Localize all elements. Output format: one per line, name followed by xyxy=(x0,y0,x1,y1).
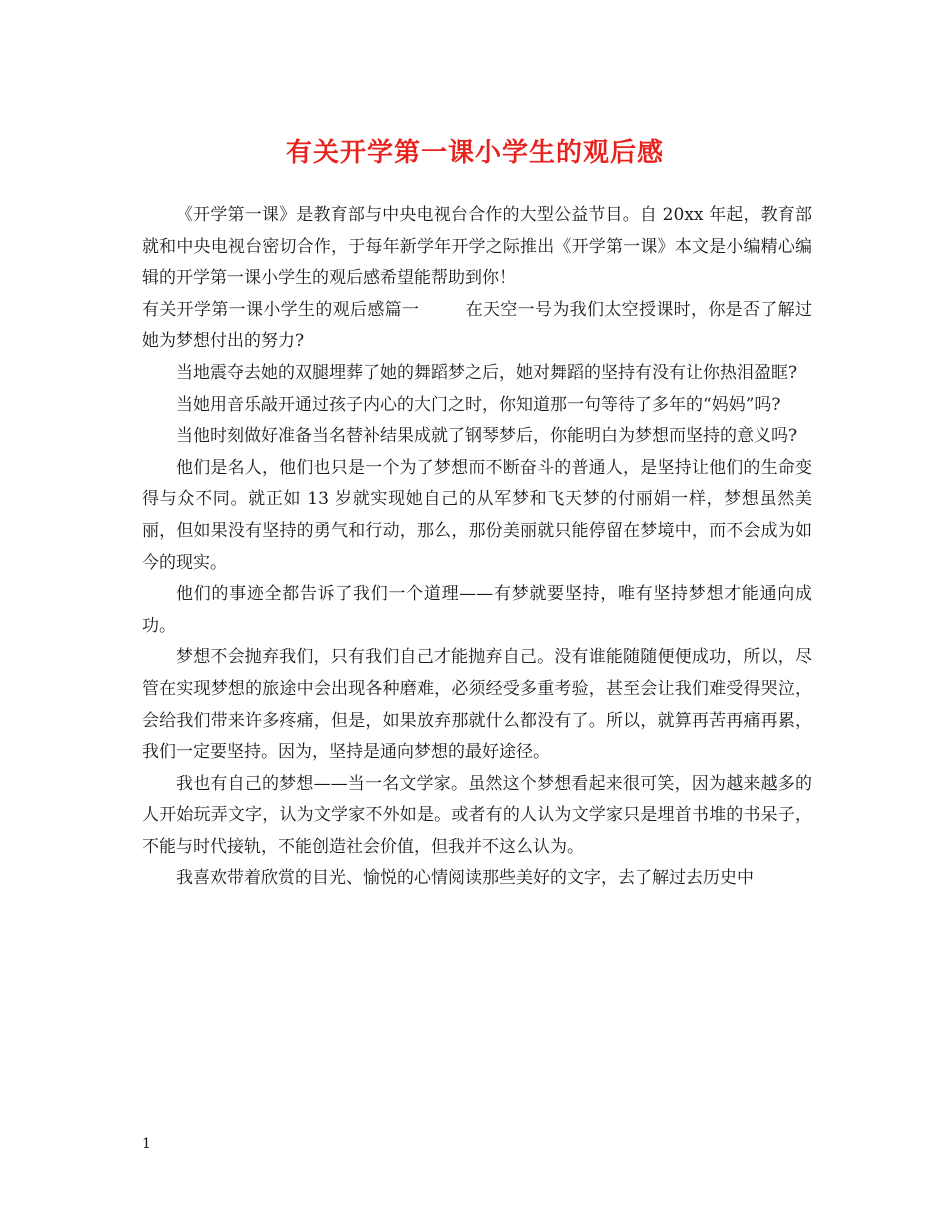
paragraph-section-one xyxy=(142,295,812,358)
paragraph: 梦想不会抛弃我们，只有我们自己才能抛弃自己。没有谁能随随便便成功，所以，尽管在实现梦想的旅途中会出现各种磨难，必须经受多重考验，甚至会让我们难受得哭泣，会给我们带来许多疼痛，但是，如果放弃那就什么都没有了。所以，就算再苦再痛再累，我们一定要坚持。因为，坚持是通向梦想的最好途径。 xyxy=(142,647,812,763)
paragraph: 当她用音乐敲开通过孩子内心的大门之时，你知道那一句等待了多年的“妈妈”吗? xyxy=(176,394,781,415)
paragraph-intro: 《开学第一课》是教育部与中央电视台合作的大型公益节目。自 20xx 年起，教育部就和中央电视台密切合作，于每年新学年开学之际推出《开学第一课》本文是小编精心编辑的开学第一课小学生的观后感希望能帮助到你！ xyxy=(142,205,812,289)
document-title: 有关开学第一课小学生的观后感 xyxy=(285,138,664,168)
paragraph: 他们的事迹全都告诉了我们一个道理——有梦就要坚持，唯有坚持梦想才能通向成功。 xyxy=(142,584,812,636)
paragraph: 我喜欢带着欣赏的目光、愉悦的心情阅读那些美好的文字，去了解过去历史中 xyxy=(176,868,754,889)
section-text: 在天空一号为我们太空授课时，你是否了解过她为梦想付出的努力? xyxy=(142,299,813,352)
paragraph: 当地震夺去她的双腿埋葬了她的舞蹈梦之后，她对舞蹈的坚持有没有让你热泪盈眶? xyxy=(176,362,798,383)
document-body xyxy=(142,200,812,895)
paragraph: 我也有自己的梦想——当一名文学家。虽然这个梦想看起来很可笑，因为越来越多的人开始玩弄文字，认为文学家不外如是。或者有的人认为文学家只是埋首书堆的书呆子，不能与时代接轨，不能创造社会价值，但我并不这么认为。 xyxy=(142,773,812,857)
section-heading: 有关开学第一课小学生的观后感篇一 xyxy=(142,299,420,320)
page-number: 1 xyxy=(142,1136,151,1152)
paragraph: 当他时刻做好准备当名替补结果成就了钢琴梦后，你能明白为梦想而坚持的意义吗? xyxy=(176,426,798,447)
paragraph: 他们是名人，他们也只是一个为了梦想而不断奋斗的普通人，是坚持让他们的生命变得与众不同。就正如 13 岁就实现她自己的从军梦和飞天梦的付丽娟一样，梦想虽然美丽，但如果没有坚持的勇气和行动，那么，那份美丽就只能停留在梦境中，而不会成为如今的现实。 xyxy=(142,457,812,573)
